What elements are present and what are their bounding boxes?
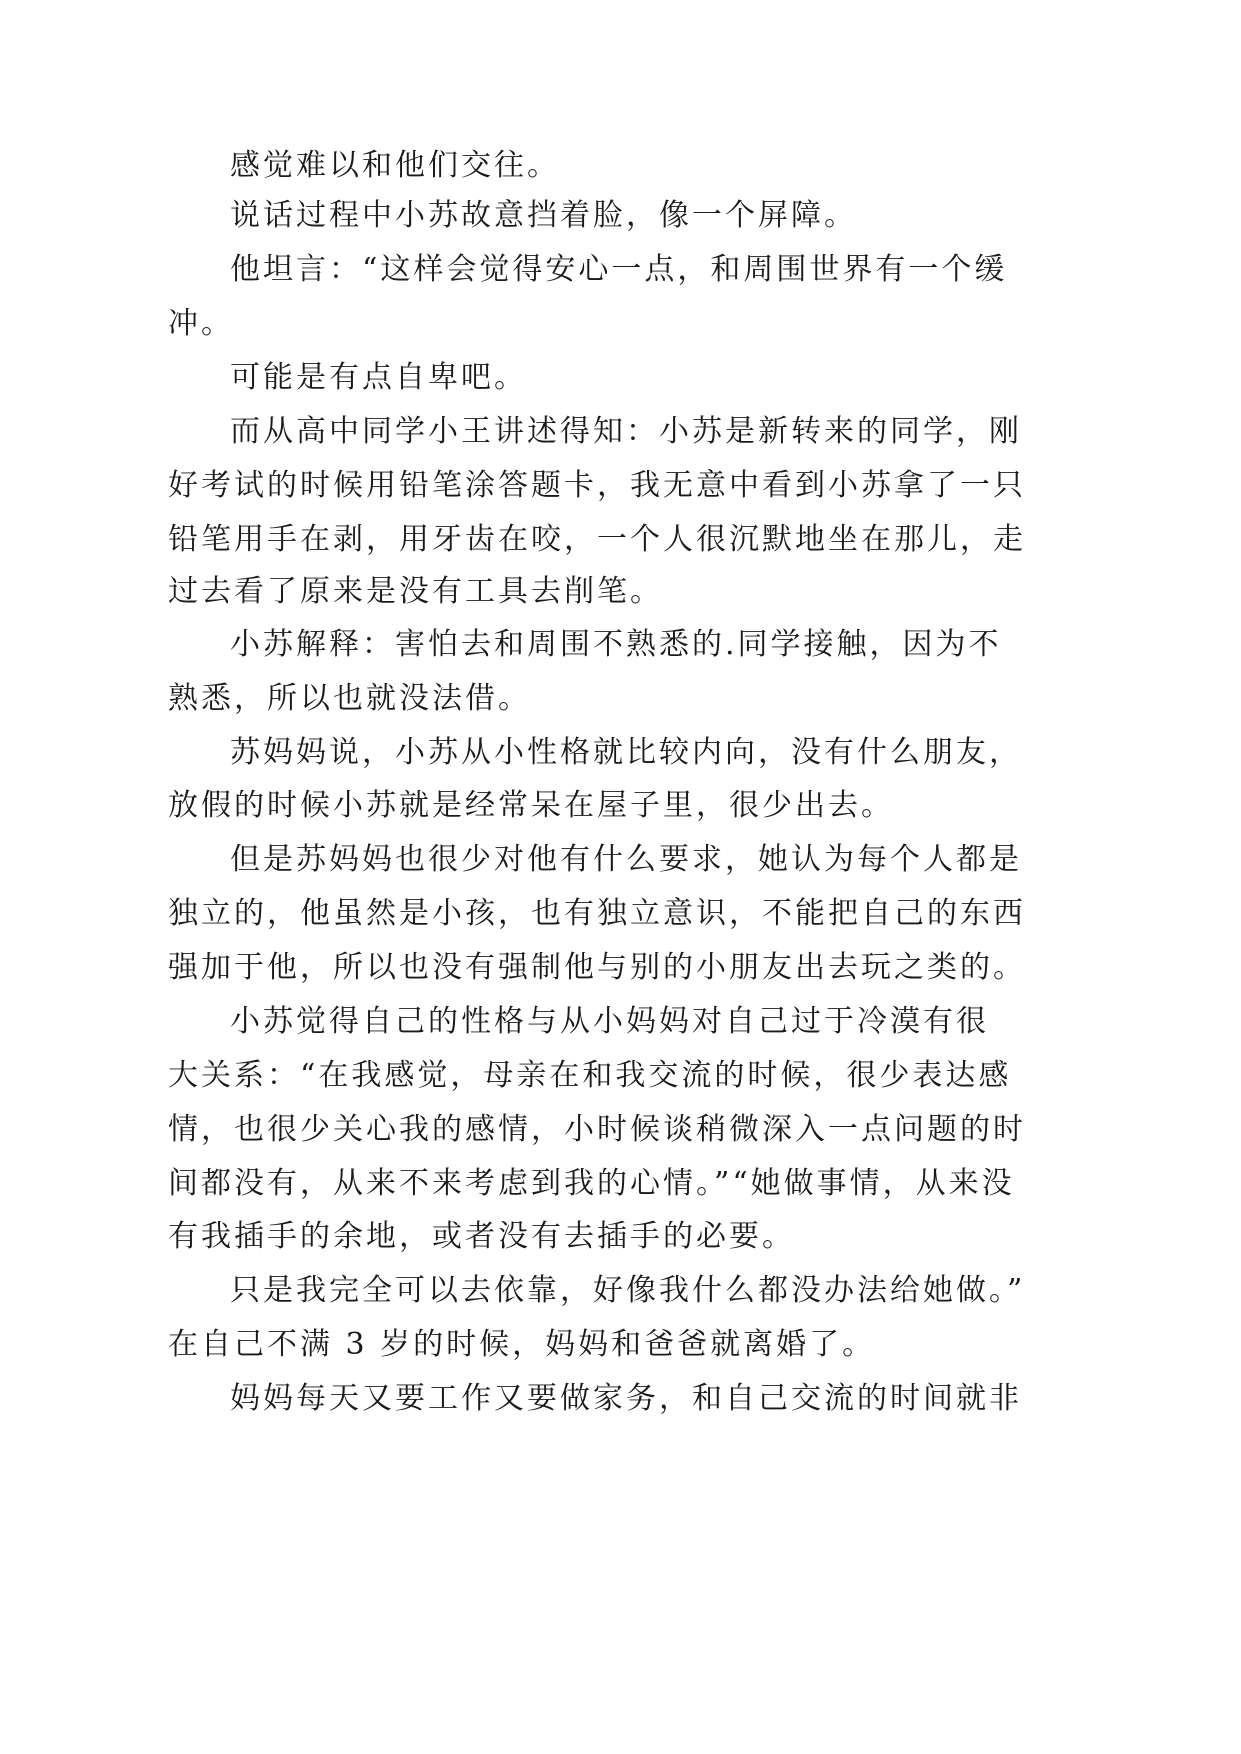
text-line: 情，也很少关心我的感情，小时候谈稍微深入一点问题的时 <box>168 1112 1026 1147</box>
text-line: 可能是有点自卑吧。 <box>230 360 527 395</box>
text-line: 强加于他，所以也没有强制他与别的小朋友出去玩之类的。 <box>168 950 1026 985</box>
text-line: 小苏解释：害怕去和周围不熟悉的.同学接触，因为不 <box>230 627 1002 662</box>
text-line: 有我插手的余地，或者没有去插手的必要。 <box>168 1219 795 1254</box>
text-line: 而从高中同学小王讲述得知：小苏是新转来的同学，刚 <box>230 414 1022 449</box>
text-line: 但是苏妈妈也很少对他有什么要求，她认为每个人都是 <box>230 842 1022 877</box>
text-line: 感觉难以和他们交往。 <box>230 148 560 183</box>
text-line: 大关系：“在我感觉，母亲在和我交流的时候，很少表达感 <box>168 1058 1012 1093</box>
text-line: 独立的，他虽然是小孩，也有独立意识，不能把自己的东西 <box>168 896 1026 931</box>
text-line: 放假的时候小苏就是经常呆在屋子里，很少出去。 <box>168 788 894 823</box>
text-line: 好考试的时候用铅笔涂答题卡，我无意中看到小苏拿了一只 <box>168 468 1026 503</box>
text-line: 小苏觉得自己的性格与从小妈妈对自己过于冷漠有很 <box>230 1004 989 1039</box>
text-line: 冲。 <box>168 306 234 341</box>
text-line: 只是我完全可以去依靠，好像我什么都没办法给她做。” <box>230 1273 1026 1308</box>
text-line: 铅笔用手在剥，用牙齿在咬，一个人很沉默地坐在那儿，走 <box>168 522 1026 557</box>
text-line: 间都没有，从来不来考虑到我的心情。”“她做事情，从来没 <box>168 1166 1015 1201</box>
text-line: 苏妈妈说，小苏从小性格就比较内向，没有什么朋友， <box>230 735 1022 770</box>
text-line: 过去看了原来是没有工具去削笔。 <box>168 574 663 609</box>
text-line: 他坦言：“这样会觉得安心一点，和周围世界有一个缓 <box>230 252 1008 287</box>
text-line: 熟悉，所以也就没法借。 <box>168 681 531 716</box>
text-line: 在自己不满 3 岁的时候，妈妈和爸爸就离婚了。 <box>168 1327 876 1362</box>
text-line: 妈妈每天又要工作又要做家务，和自己交流的时间就非 <box>230 1381 1022 1416</box>
text-line: 说话过程中小苏故意挡着脸，像一个屏障。 <box>230 198 857 233</box>
